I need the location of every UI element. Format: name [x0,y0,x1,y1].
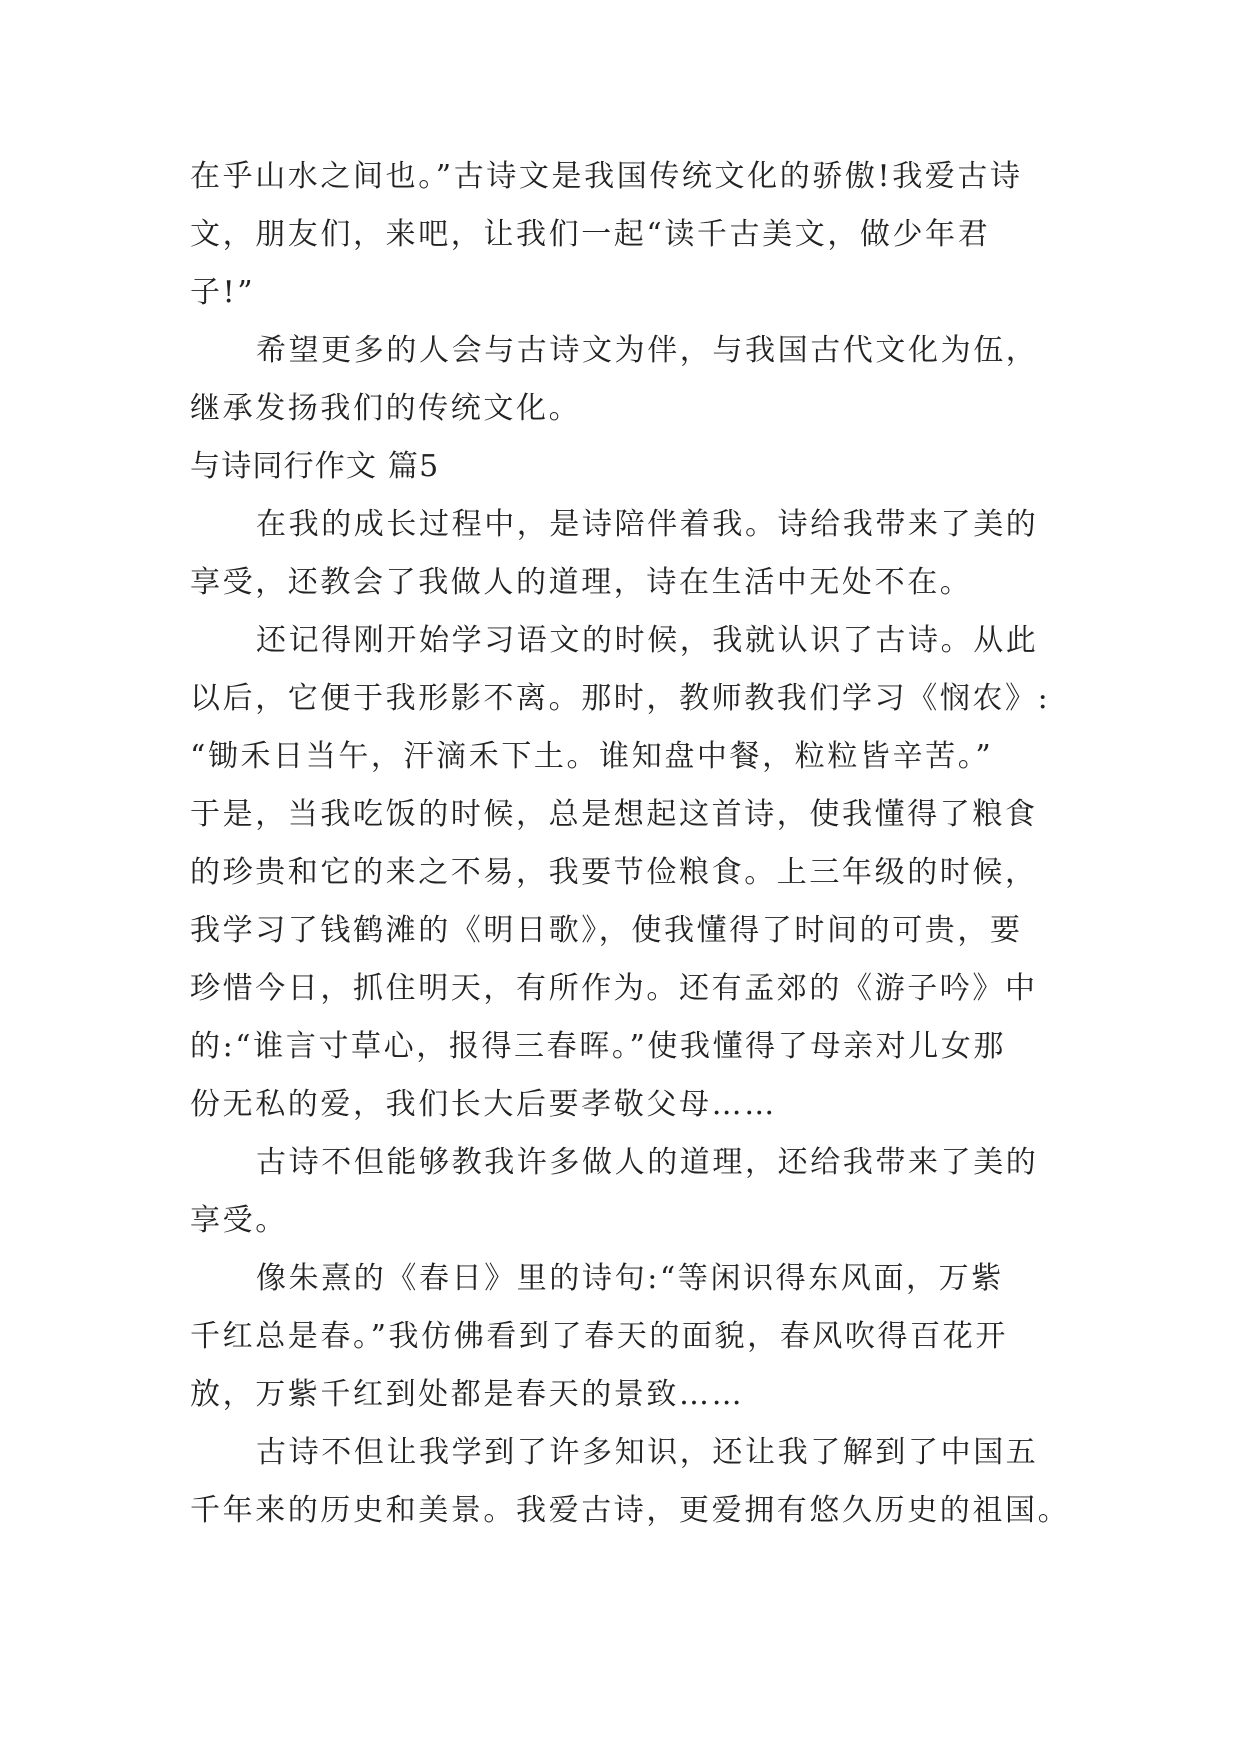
essay-body [190,148,1080,1540]
text-line: 千红总是春。”我仿佛看到了春天的面貌，春风吹得百花开 [190,1319,1008,1354]
text-line: 珍惜今日，抓住明天，有所作为。还有孟郊的《游子吟》中 [190,971,1038,1006]
text-line: 子!” [190,275,256,310]
text-line: 的:“谁言寸草心，报得三春晖。”使我懂得了母亲对儿女那 [190,1029,1006,1064]
text-line: 份无私的爱，我们长大后要孝敬父母…… [190,1087,777,1122]
paragraph-start-line: 希望更多的人会与古诗文为伴，与我国古代文化为伍， [256,333,1039,368]
text-line: 于是，当我吃饭的时候，总是想起这首诗，使我懂得了粮食 [190,797,1038,832]
text-line: 以后，它便于我形影不离。那时，教师教我们学习《悯农》: [190,681,1051,716]
text-line: 在乎山水之间也。”古诗文是我国传统文化的骄傲!我爱古诗 [190,159,1023,194]
paragraph-start-line: 在我的成长过程中，是诗陪伴着我。诗给我带来了美的 [256,507,1039,542]
text-line: 文，朋友们，来吧，让我们一起“读千古美文，做少年君 [190,217,991,252]
text-line: 继承发扬我们的传统文化。 [190,391,582,426]
paragraph-start-line: 还记得刚开始学习语文的时候，我就认识了古诗。从此 [256,623,1039,658]
text-line: 的珍贵和它的来之不易，我要节俭粮食。上三年级的时候， [190,855,1038,890]
text-line: 放，万紫千红到处都是春天的景致…… [190,1377,745,1412]
paragraph-start-line: 像朱熹的《春日》里的诗句:“等闲识得东风面，万紫 [256,1261,1004,1296]
text-line: 享受，还教会了我做人的道理，诗在生活中无处不在。 [190,565,973,600]
section-title: 与诗同行作文 篇5 [190,449,440,484]
text-line: 千年来的历史和美景。我爱古诗，更爱拥有悠久历史的祖国。 [190,1493,1071,1528]
paragraph-start-line: 古诗不但让我学到了许多知识，还让我了解到了中国五 [256,1435,1039,1470]
text-line: 享受。 [190,1203,288,1238]
paragraph-start-line: 古诗不但能够教我许多做人的道理，还给我带来了美的 [256,1145,1039,1180]
text-line: 我学习了钱鹤滩的《明日歌》，使我懂得了时间的可贵，要 [190,913,1023,948]
text-line: “锄禾日当午，汗滴禾下土。谁知盘中餐，粒粒皆辛苦。” [190,739,994,774]
